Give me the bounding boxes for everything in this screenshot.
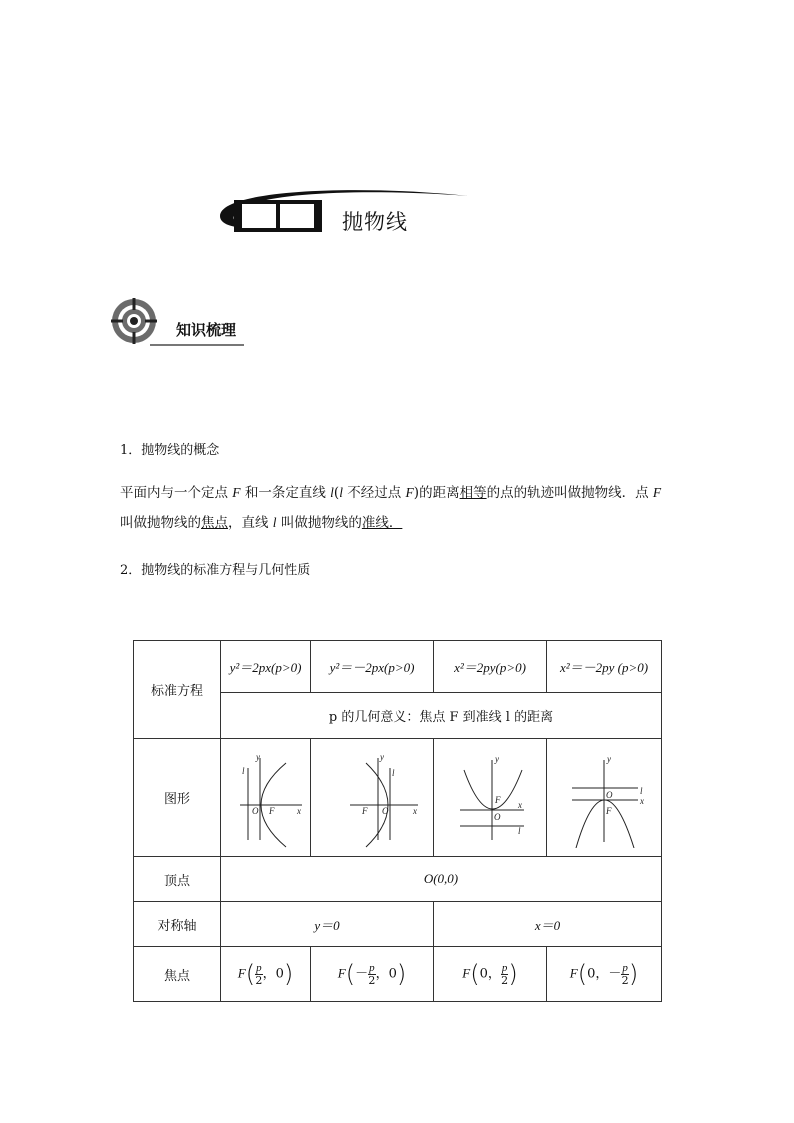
table-row <box>134 641 662 693</box>
book-icon <box>234 200 322 232</box>
item2-heading: 2．抛物线的标准方程与几何性质 <box>120 563 311 578</box>
svg-text:F: F <box>362 805 368 816</box>
equation-2: y²＝－2px(p>0) <box>311 641 434 693</box>
axis-value-2: x＝0 <box>434 902 662 947</box>
svg-text:x: x <box>640 795 644 806</box>
focus-value-2: F(－ $\frac{p}{2}$ ，0) <box>311 947 434 1002</box>
vertex-value: O(0,0) <box>221 857 662 902</box>
p-meaning: p 的几何意义：焦点 F 到准线 l 的距离 <box>221 693 662 739</box>
svg-text:x: x <box>296 805 301 816</box>
term-focus: 焦点 <box>201 515 228 531</box>
graph-opens-left <box>311 739 434 857</box>
focus-value-1: F( $\frac{p}{2}$ ，0) <box>221 947 311 1002</box>
svg-text:F: F <box>495 794 501 805</box>
label-axis: 对称轴 <box>134 902 221 947</box>
label-standard-equation: 标准方程 <box>134 641 221 739</box>
label-vertex: 顶点 <box>134 857 221 902</box>
axis-value-1: y＝0 <box>221 902 434 947</box>
equation-3: x²＝2py(p>0) <box>434 641 547 693</box>
svg-text:l: l <box>241 765 245 776</box>
svg-text:O: O <box>494 811 501 822</box>
svg-text:y: y <box>380 751 384 762</box>
section-title: 知识梳理 <box>176 321 237 339</box>
graph-opens-up <box>434 739 547 857</box>
term-directrix: 准线． <box>361 515 403 531</box>
focus-value-4: F(0，－ $\frac{p}{2}$ ) <box>547 947 662 1002</box>
table-row <box>134 902 662 947</box>
svg-text:l: l <box>640 785 643 796</box>
svg-text:x: x <box>518 799 522 810</box>
svg-text:l: l <box>518 825 521 836</box>
equation-1: y²＝2px(p>0) <box>221 641 311 693</box>
svg-text:y: y <box>607 753 611 764</box>
table-row <box>134 739 662 857</box>
item1-heading: 1．抛物线的概念 <box>120 443 220 458</box>
svg-text:x: x <box>413 805 417 816</box>
page-title: 抛物线 <box>342 210 408 234</box>
svg-text:F: F <box>268 805 274 816</box>
target-icon <box>111 298 157 344</box>
parabola-properties-table <box>133 640 662 1002</box>
svg-text:O: O <box>606 789 613 800</box>
table-row <box>134 947 662 1002</box>
label-graph: 图形 <box>134 739 221 857</box>
equation-4: x²＝－2py (p>0) <box>547 641 662 693</box>
item1-paragraph: 平面内与一个定点 F 和一条定直线 l(l 不经过点 F)的距离相等的点的轨迹叫做抛物线．点 F 叫做抛物线的焦点，直线 l 叫做抛物线的准线． <box>120 485 662 531</box>
svg-text:O: O <box>382 805 389 816</box>
table-row <box>134 857 662 902</box>
svg-text:y: y <box>255 751 260 762</box>
svg-text:l: l <box>392 767 395 778</box>
graph-opens-right <box>221 739 311 857</box>
svg-text:F: F <box>606 805 612 816</box>
label-focus: 焦点 <box>134 947 221 1002</box>
focus-value-3: F(0， $\frac{p}{2}$ ) <box>434 947 547 1002</box>
graph-opens-down <box>547 739 662 857</box>
svg-text:O: O <box>251 805 258 816</box>
term-equal: 相等 <box>459 485 487 501</box>
svg-text:y: y <box>495 753 499 764</box>
